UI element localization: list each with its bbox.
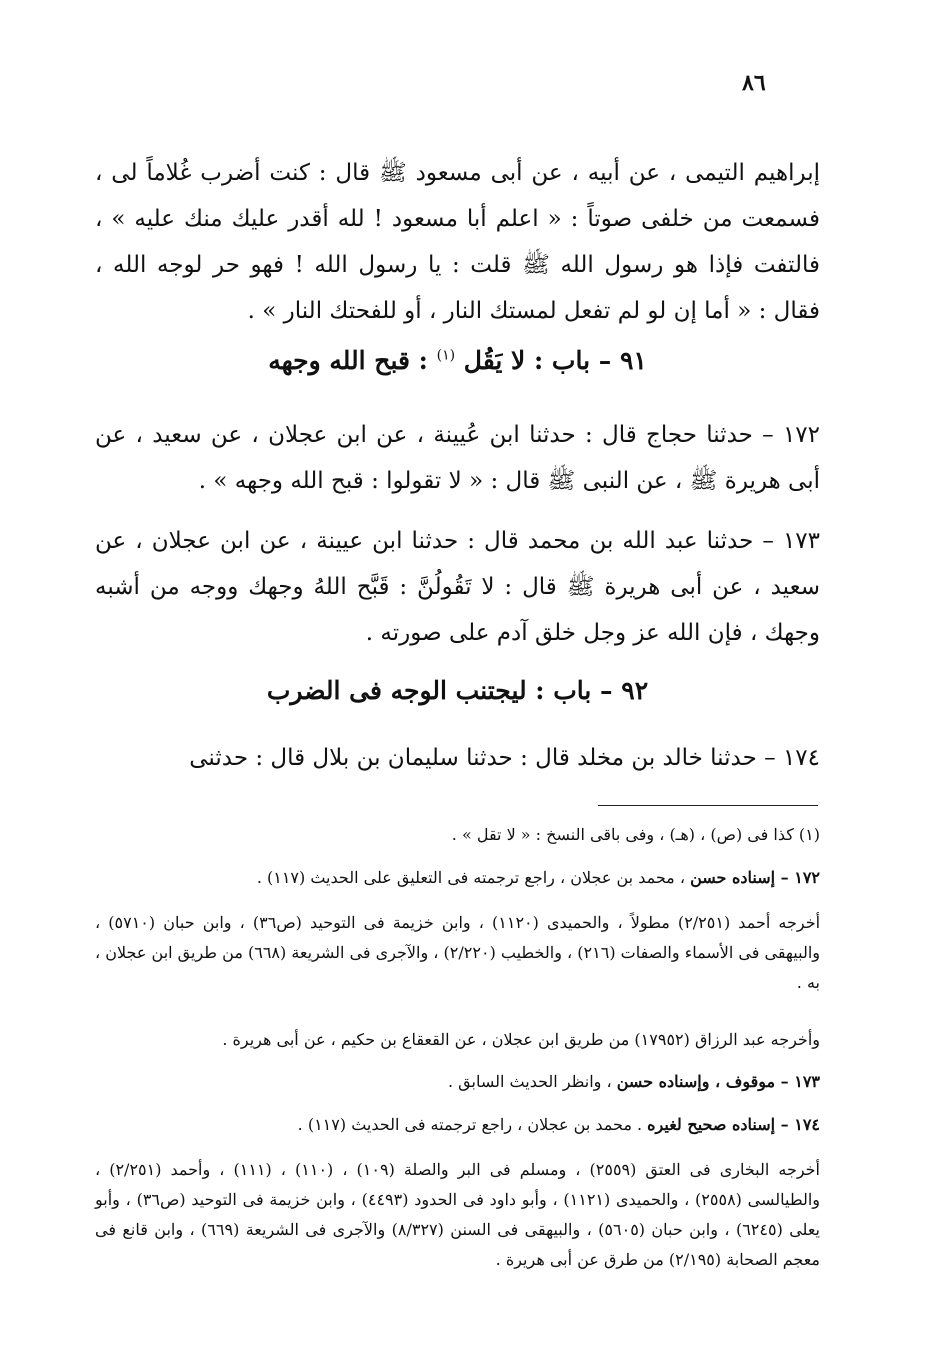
note-172-text: [95, 863, 820, 893]
note-172-grade: ١٧٢ – إسناده حسن: [690, 868, 820, 887]
page-number: ٨٦: [742, 70, 766, 96]
chapter-heading-92: ٩٢ – باب : ليجتنب الوجه فى الضرب: [266, 676, 649, 705]
note-173-text: [95, 1067, 820, 1097]
hadith-172: [95, 412, 820, 504]
note-172-takhrij-text: أخرجه أحمد (٢/٢٥١) مطولاً ، والحميدى (١١٢٠) ، وابن خزيمة فى التوحيد (ص٣٦) ، وابن حبان (٥٧١٠) ، والبيهقى فى الأسماء والصفات (٢١٦) ، والخطيب (٢/٢٢٠) ، والآجرى فى الشريعة (٦٦٨) من طريق ابن عجلان ، به .: [95, 913, 821, 992]
hadith-172-text: ١٧٢ – حدثنا حجاج قال : حدثنا ابن عُيينة ، عن ابن عجلان ، عن سعيد ، عن أبى هريرة ﷺ ، عن النبى ﷺ قال : « لا تقولوا : قبح الله وجهه » .: [95, 422, 820, 494]
footnote-1: [95, 820, 820, 850]
note-174-text: [95, 1110, 820, 1140]
chapter-heading-91-tail: : قبح الله وجهه: [268, 346, 428, 375]
hadith-173: [95, 518, 820, 656]
chapter-heading-91-title: ٩١ – باب : لا يَقُل: [463, 346, 647, 375]
note-173-grade: ١٧٣ – موقوف ، وإسناده حسن: [616, 1072, 820, 1091]
note-174-takhrij: [95, 1155, 820, 1275]
note-174: [95, 1110, 820, 1140]
footnote-ref-1: (١): [436, 347, 456, 364]
paragraph-ibrahim-taymi: [95, 150, 820, 334]
hadith-174-text: ١٧٤ – حدثنا خالد بن مخلد قال : حدثنا سليمان بن بلال قال : حدثنى: [189, 745, 820, 771]
footnote-separator: [598, 805, 818, 806]
footnote-1-text: (١) كذا فى (ص) ، (هـ) ، وفى باقى النسخ : « لا تقل » .: [451, 825, 820, 844]
hadith-174: [95, 735, 820, 781]
note-173: [95, 1067, 820, 1097]
note-174-rest: . محمد بن عجلان ، راجع ترجمته فى الحديث (١١٧) .: [297, 1115, 648, 1134]
hadith-173-text: ١٧٣ – حدثنا عبد الله بن محمد قال : حدثنا ابن عيينة ، عن ابن عجلان ، عن سعيد ، عن أبى هريرة ﷺ قال : لا تَقُولُنَّ : قَبَّح اللهُ وجهك ووجه من أشبه وجهك ، فإن الله عز وجل خلق آدم على صورته .: [95, 528, 820, 646]
note-173-rest: ، وانظر الحديث السابق .: [448, 1072, 617, 1091]
note-172-rest: ، محمد بن عجلان ، راجع ترجمته فى التعليق على الحديث (١١٧) .: [256, 868, 691, 887]
note-172-razzaq: [95, 1025, 820, 1055]
chapter-heading-91: [95, 346, 820, 375]
paragraph-text: إبراهيم التيمى ، عن أبيه ، عن أبى مسعود ﷺ قال : كنت أضرب غُلاماً لى ، فسمعت من خلفى صوتاً : « اعلم أبا مسعود ! لله أقدر عليك منك عليه » ، فالتفت فإذا هو رسول الله ﷺ قلت : يا رسول الله ! فهو حر لوجه الله ، فقال : « أما إن لو لم تفعل لمستك النار ، أو للفحتك النار » .: [95, 160, 820, 324]
note-172-razzaq-text: وأخرجه عبد الرزاق (١٧٩٥٢) من طريق ابن عجلان ، عن القعقاع بن حكيم ، عن أبى هريرة .: [222, 1030, 820, 1049]
note-174-takhrij-text: أخرجه البخارى فى العتق (٢٥٥٩) ، ومسلم فى البر والصلة (١٠٩) ، (١١٠) ، (١١١) ، وأحمد (٢/٢٥١) ، والطيالسى (٢٥٥٨) ، والحميدى (١١٢١) ، وأبو داود فى الحدود (٤٤٩٣) ، وابن خزيمة فى التوحيد (ص٣٦) ، وأبو يعلى (٦٢٤٥) ، وابن حبان (٥٦٠٥) ، والبيهقى فى السنن (٨/٣٢٧) والآجرى فى الشريعة (٦٦٩) ، وابن قانع فى معجم الصحابة (٢/١٩٥) من طرق عن أبى هريرة .: [95, 1160, 821, 1269]
note-174-grade: ١٧٤ – إسناده صحيح لغيره: [647, 1115, 820, 1134]
note-172: [95, 863, 820, 893]
note-172-takhrij: [95, 908, 820, 998]
